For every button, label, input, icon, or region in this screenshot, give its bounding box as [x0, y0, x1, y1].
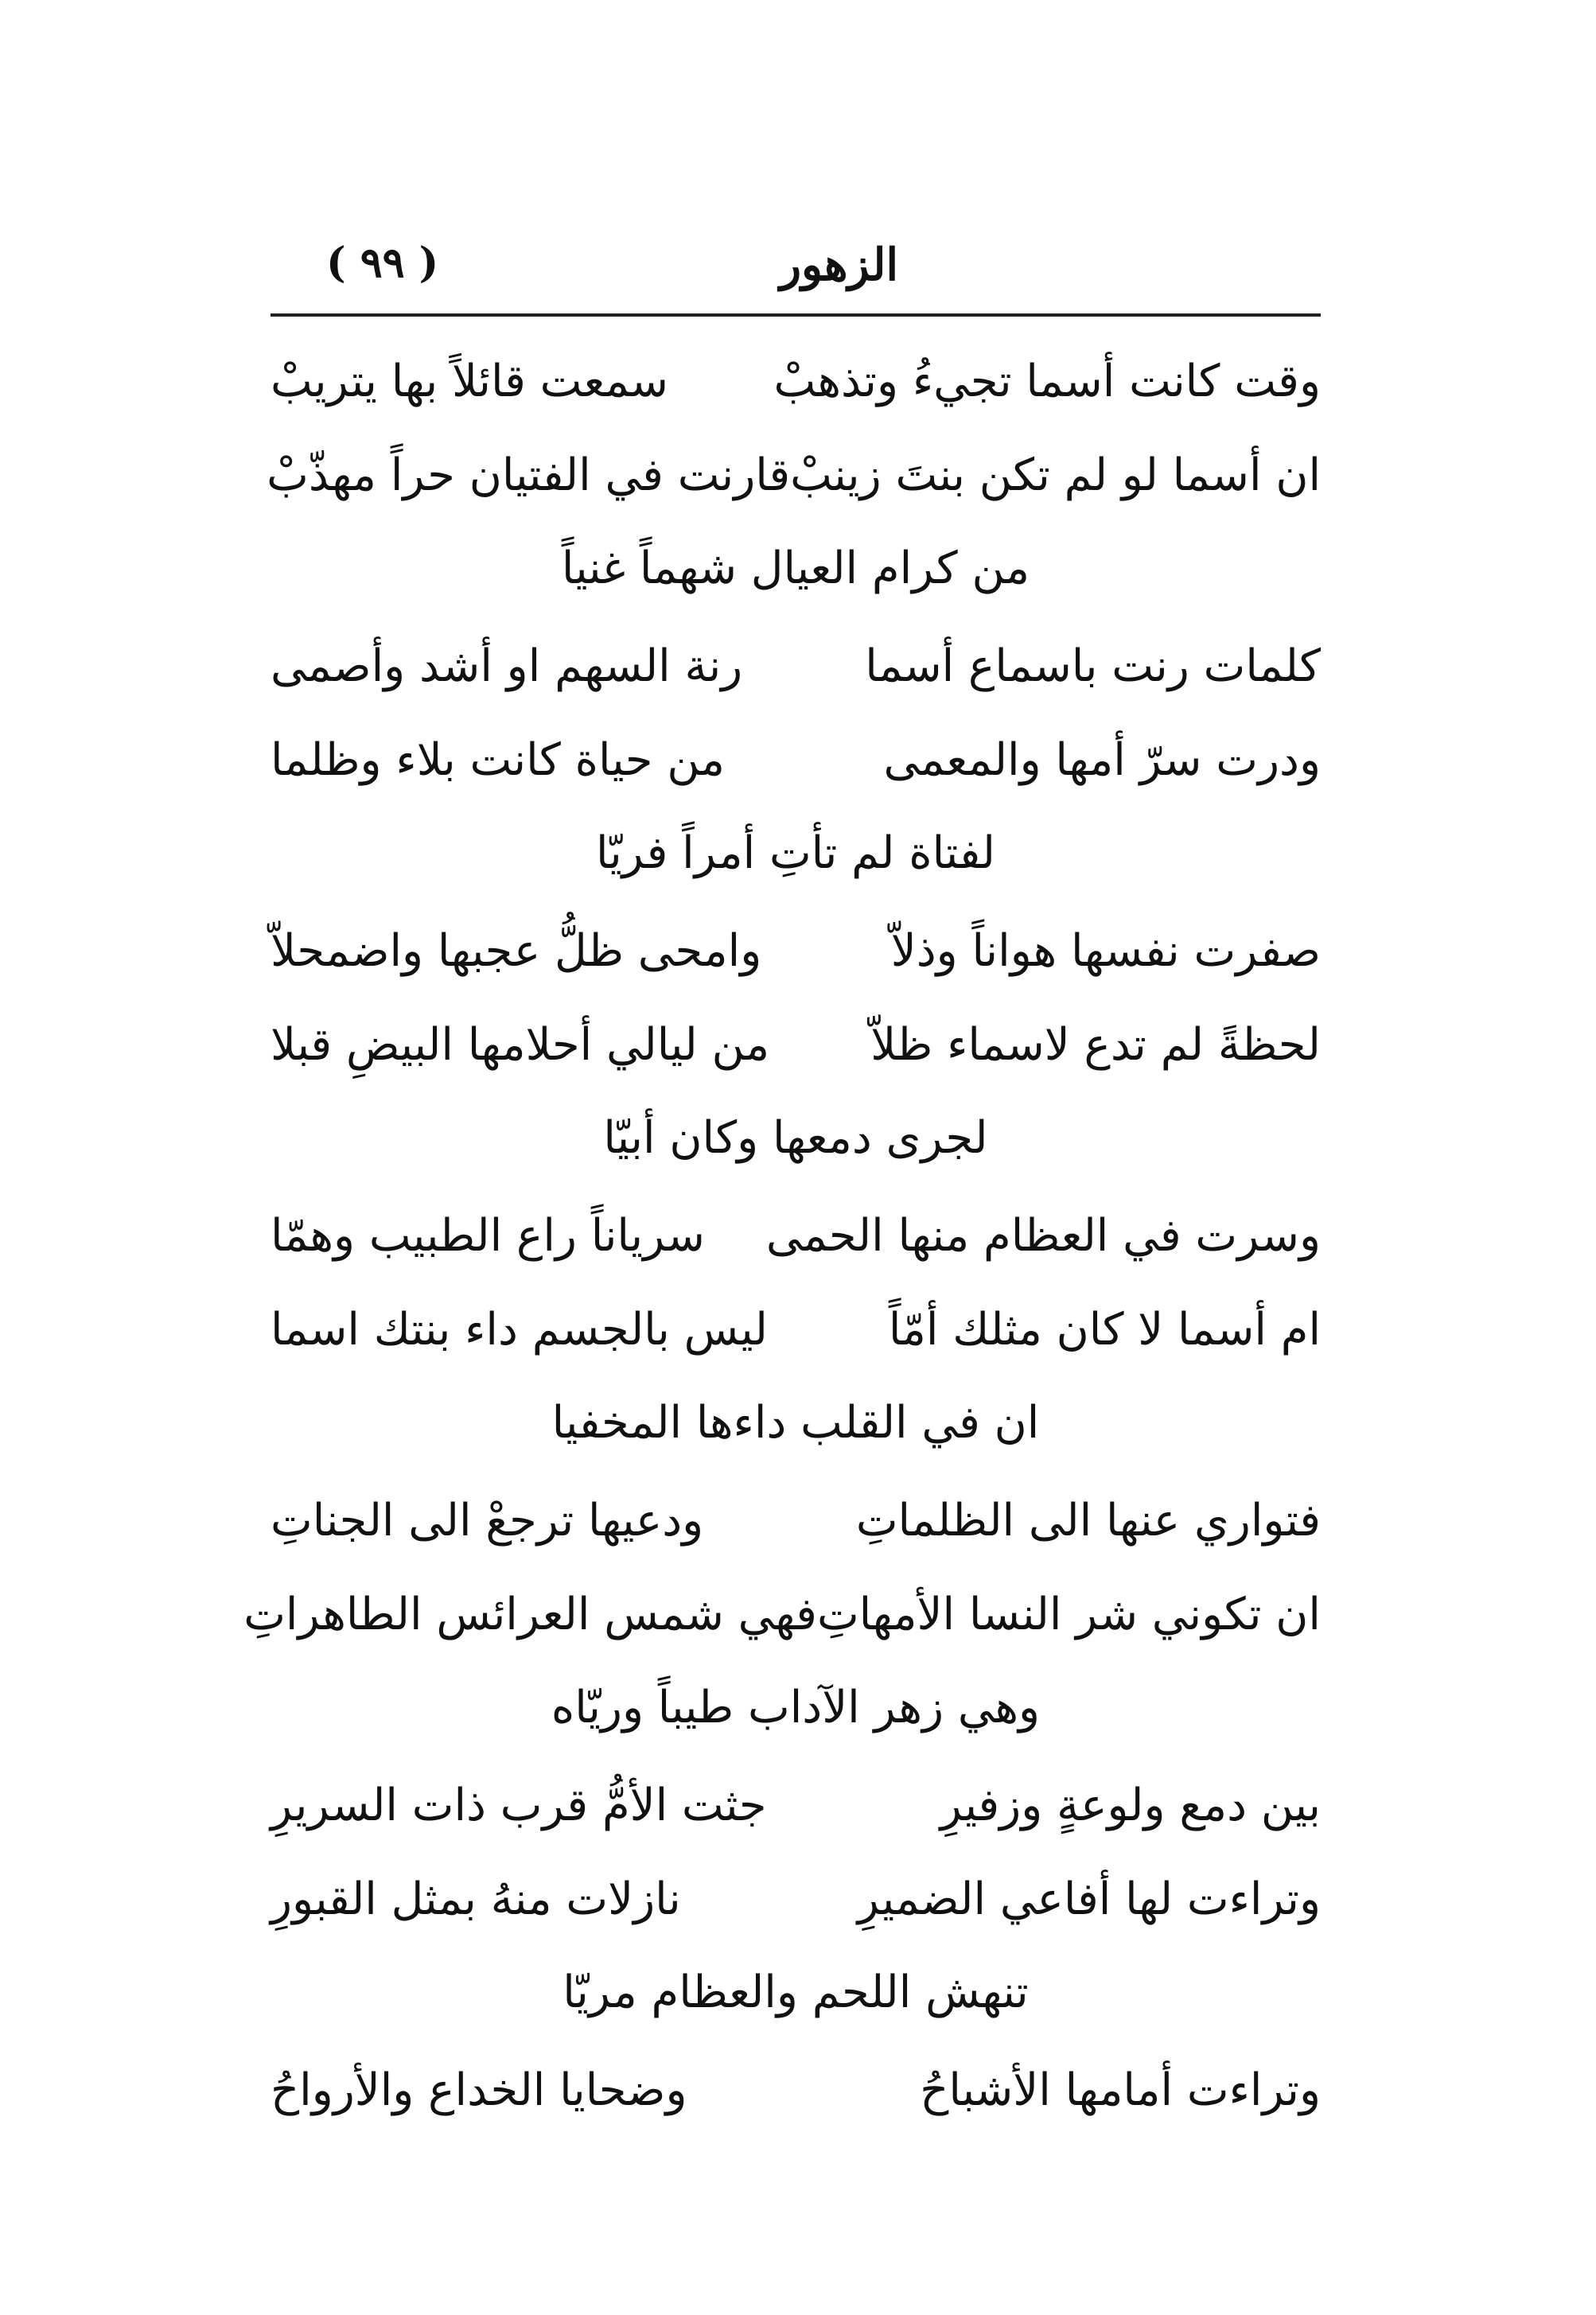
second-hemistich: ودعيها ترجعْ الى الجناتِ	[271, 1494, 704, 1547]
second-hemistich: وضحايا الخداع والأرواحُ	[271, 2064, 687, 2116]
stanza	[267, 334, 1321, 616]
first-hemistich: ان أسما لو لم تكن بنتَ زينبْ	[790, 449, 1321, 501]
verse-line	[271, 1282, 1321, 1376]
stanza	[271, 1758, 1321, 2040]
first-hemistich: وسرت في العظام منها الحمى	[765, 1209, 1321, 1262]
second-hemistich: نازلات منهُ بمثل القبورِ	[271, 1873, 681, 1925]
second-hemistich: رنة السهم او أشد وأصمى	[271, 640, 743, 692]
first-hemistich: ام أسما لا كان مثلك أمّاً	[888, 1303, 1321, 1356]
second-hemistich: من ليالي أحلامها البيضِ قبلا	[271, 1018, 770, 1071]
header-rule	[271, 313, 1321, 317]
stanza	[243, 1473, 1321, 1755]
stanza	[271, 2043, 1321, 2137]
verse-line	[271, 998, 1321, 1091]
first-hemistich: لحظةً لم تدع لاسماء ظلاّ	[870, 1018, 1321, 1071]
verse-line	[271, 619, 1321, 713]
first-hemistich: ودرت سرّ أمها والمعمى	[883, 733, 1321, 786]
refrain-line: وهي زهر الآداب طيباً وريّاه	[551, 1682, 1041, 1733]
verse-line	[267, 428, 1321, 522]
refrain-line: لفتاة لم تأتِ أمراً فريّا	[596, 827, 995, 879]
first-hemistich: صفرت نفسها هواناً وذلاّ	[890, 924, 1321, 977]
second-hemistich: وامحى ظلُّ عجبها واضمحلاّ	[271, 924, 762, 977]
refrain-line: لجرى دمعها وكان أبيّا	[603, 1112, 988, 1164]
first-hemistich: بين دمع ولوعةٍ وزفيرِ	[940, 1779, 1321, 1831]
second-hemistich: قارنت في الفتيان حراً مهذّبْ	[267, 449, 791, 501]
verse-line	[271, 1189, 1321, 1282]
second-hemistich: ليس بالجسم داء بنتك اسما	[271, 1303, 768, 1356]
verse-line	[271, 2043, 1321, 2137]
second-hemistich: من حياة كانت بلاء وظلما	[271, 733, 725, 786]
second-hemistich: فهي شمس العرائس الطاهراتِ	[243, 1588, 817, 1640]
stanza	[271, 904, 1321, 1185]
stanza	[271, 619, 1321, 901]
running-title: الزهور	[780, 239, 899, 291]
poem-body	[243, 334, 1321, 2140]
verse-line	[271, 713, 1321, 807]
verse-line	[271, 904, 1321, 998]
first-hemistich: وتراءت أمامها الأشباحُ	[920, 2064, 1321, 2116]
page-header	[271, 239, 1321, 302]
first-hemistich: ان تكوني شر النسا الأمهاتِ	[816, 1588, 1321, 1640]
verse-line	[243, 1567, 1321, 1661]
verse-line	[271, 1852, 1321, 1946]
first-hemistich: كلمات رنت باسماع أسما	[865, 640, 1321, 692]
first-hemistich: وتراءت لها أفاعي الضميرِ	[857, 1873, 1321, 1925]
verse-line	[271, 334, 1321, 428]
refrain-line: ان في القلب داءها المخفيا	[551, 1397, 1040, 1449]
second-hemistich: سمعت قائلاً بها يتريبْ	[271, 355, 668, 407]
stanza	[271, 1189, 1321, 1470]
verse-line	[271, 1758, 1321, 1852]
first-hemistich: فتواري عنها الى الظلماتِ	[855, 1494, 1321, 1547]
second-hemistich: جثت الأمُّ قرب ذات السريرِ	[271, 1779, 767, 1831]
page-number: ( ٩٩ )	[326, 239, 439, 287]
refrain-line: تنهش اللحم والعظام مريّا	[562, 1967, 1029, 2018]
verse-line	[271, 1473, 1321, 1567]
refrain-line: من كرام العيال شهماً غنياً	[561, 543, 1030, 594]
first-hemistich: وقت كانت أسما تجيءُ وتذهبْ	[773, 355, 1321, 407]
second-hemistich: سرياناً راع الطبيب وهمّا	[271, 1209, 705, 1262]
